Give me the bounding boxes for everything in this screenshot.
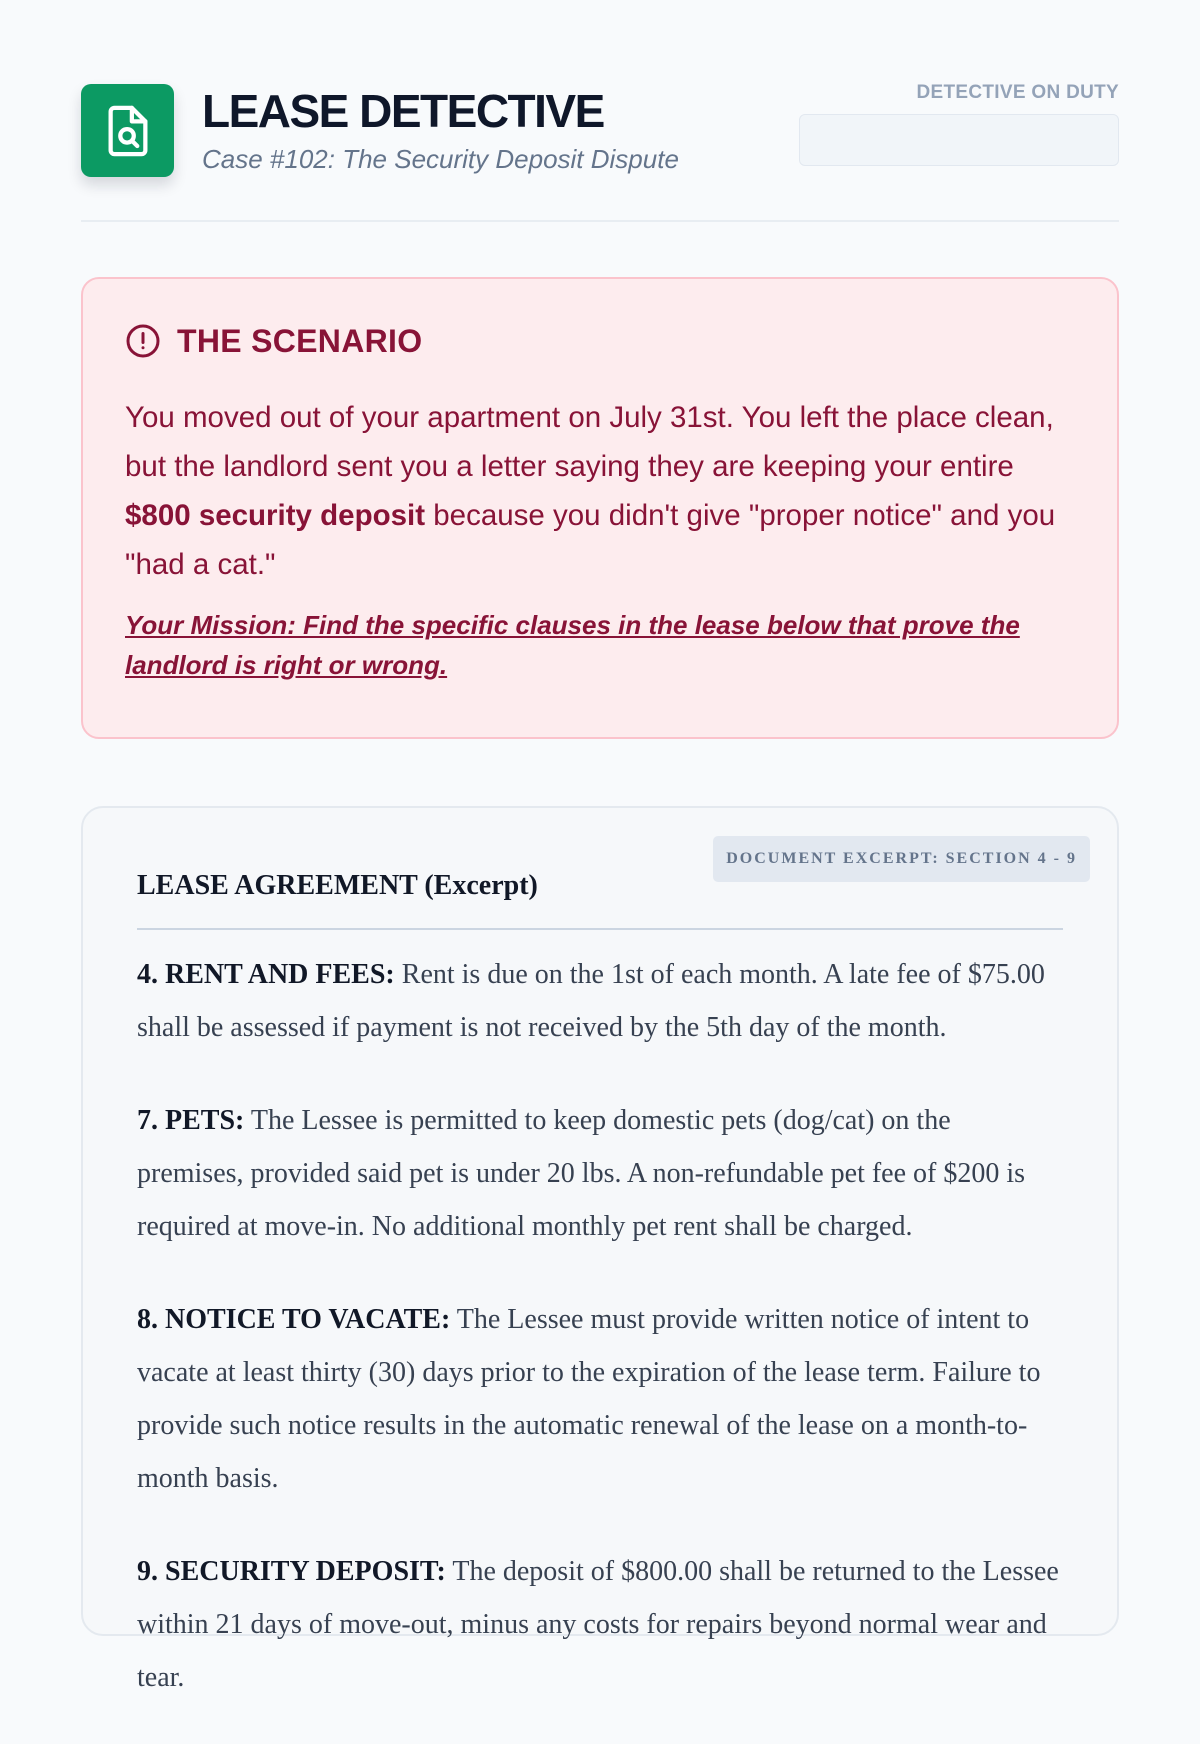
document-search-icon	[104, 104, 152, 158]
scenario-text-end: because you didn't give "proper notice" and you "had a cat."	[125, 499, 1056, 581]
clause-heading: 9. SECURITY DEPOSIT:	[137, 1556, 446, 1587]
clause-security-deposit[interactable]	[137, 1545, 1063, 1704]
scenario-panel	[81, 277, 1119, 739]
scenario-description	[125, 393, 1075, 589]
lease-clauses	[137, 948, 1063, 1744]
deposit-amount-highlight: $800 security deposit	[125, 499, 426, 532]
clause-rent-and-fees[interactable]	[137, 948, 1063, 1054]
lease-title: LEASE AGREEMENT (Excerpt)	[137, 870, 538, 901]
detective-name-input[interactable]	[799, 114, 1119, 166]
document-excerpt-badge: DOCUMENT EXCERPT: SECTION 4 - 9	[713, 836, 1090, 882]
clause-heading: 8. NOTICE TO VACATE:	[137, 1304, 451, 1335]
app-logo	[81, 84, 174, 177]
lease-document	[81, 806, 1119, 1693]
clause-heading: 4. RENT AND FEES:	[137, 959, 395, 990]
case-subtitle: Case #102: The Security Deposit Dispute	[202, 144, 679, 174]
alert-circle-icon	[125, 323, 161, 359]
clause-text: The Lessee must provide written notice of intent to vacate at least thirty (30) days prior to the expiration of the lease term. Failure to provide such notice results in the automatic renewal of the lease on a month-to-month basis.	[137, 1304, 1041, 1494]
clause-text: The deposit of $800.00 shall be returned to the Lessee within 21 days of move-out, minus any costs for repairs beyond normal wear and tear.	[137, 1556, 1059, 1693]
header	[81, 84, 1119, 222]
detective-on-duty-label: DETECTIVE ON DUTY	[916, 82, 1119, 103]
scenario-text-start: You moved out of your apartment on July 31st. You left the place clean, but the landlord sent you a letter saying they are keeping your entire	[125, 401, 1054, 483]
clause-heading: 7. PETS:	[137, 1105, 245, 1136]
lease-divider	[137, 928, 1063, 930]
mission-statement: Your Mission: Find the specific clauses in the lease below that prove the landlord is right or wrong.	[125, 610, 1020, 680]
clause-text: The Lessee is permitted to keep domestic pets (dog/cat) on the premises, provided said pet is under 20 lbs. A non-refundable pet fee of $200 is required at move-in. No additional monthly pet rent shall be charged.	[137, 1105, 1026, 1242]
clause-pets[interactable]	[137, 1094, 1063, 1253]
clause-notice-to-vacate[interactable]	[137, 1293, 1063, 1505]
app-title: LEASE DETECTIVE	[202, 85, 604, 137]
scenario-title: THE SCENARIO	[177, 322, 423, 359]
scenario-heading	[125, 321, 1075, 361]
clause-text: Rent is due on the 1st of each month. A late fee of $75.00 shall be assessed if payment is not received by the 5th day of the month.	[137, 959, 1045, 1043]
